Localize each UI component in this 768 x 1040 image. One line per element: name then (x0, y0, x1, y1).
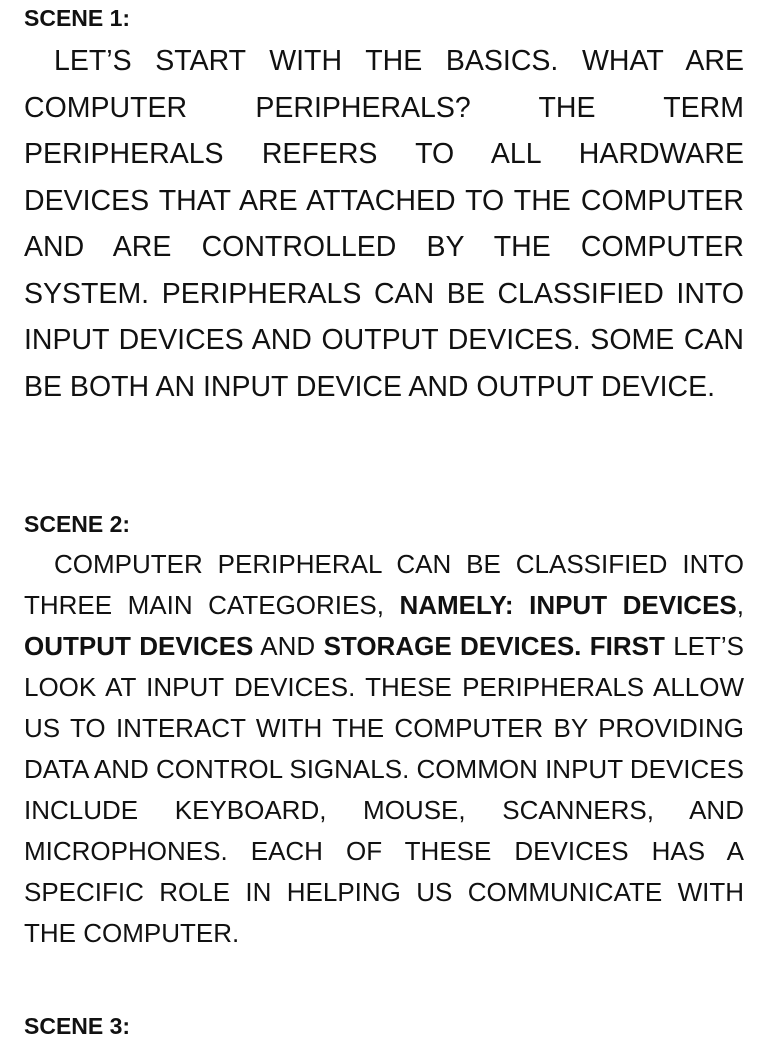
scene-2-section (24, 506, 744, 954)
scene-1-paragraph: LET’S START WITH THE BASICS. WHAT ARE COMPUTER PERIPHERALS? THE TERM PERIPHERALS REFERS TO ALL HARDWARE DEVICES THAT ARE ATTACHED TO THE COMPUTER AND ARE CONTROLLED BY THE COMPUTER SYSTEM. PERIPHERALS CAN BE CLASSIFIED INTO INPUT DEVICES AND OUTPUT DEVICES. SOME CAN BE BOTH AN INPUT DEVICE AND OUTPUT DEVICE. (24, 45, 744, 403)
scene-3-section (24, 1008, 744, 1040)
scene-1-heading: SCENE 1: (24, 5, 131, 31)
scene-3-heading: SCENE 3: (24, 1013, 131, 1039)
scene-1-section (24, 4, 744, 410)
scene-2-bold-namely: NAMELY: INPUT DEVICES (399, 590, 737, 620)
scene-2-comma: , (736, 590, 744, 620)
scene-2-text-part2: LET’S LOOK AT INPUT DEVICES. THESE PERIPHERALS ALLOW US TO INTERACT WITH THE COMPUTER BY PROVIDING DATA AND CONTROL SIGNALS. COMMON INPUT DEVICES INCLUDE KEYBOARD, MOUSE, SCANNERS, AND MICROPHONES. EACH OF THESE DEVICES HAS A SPECIFIC ROLE IN HELPING US COMMUNICATE WITH THE COMPUTER. (24, 631, 744, 948)
scene-2-and: AND (253, 631, 324, 661)
scene-2-paragraph (24, 544, 744, 954)
scene-2-bold-storage: STORAGE DEVICES. FIRST (323, 631, 665, 661)
document-page (24, 0, 744, 1039)
scene-2-bold-output: OUTPUT DEVICES (24, 631, 254, 661)
scene-2-text-part1: COMPUTER PERIPHERAL CAN BE CLASSIFIED INTO THREE MAIN CATEGORIES, (24, 549, 744, 620)
scene-2-heading: SCENE 2: (24, 511, 131, 537)
